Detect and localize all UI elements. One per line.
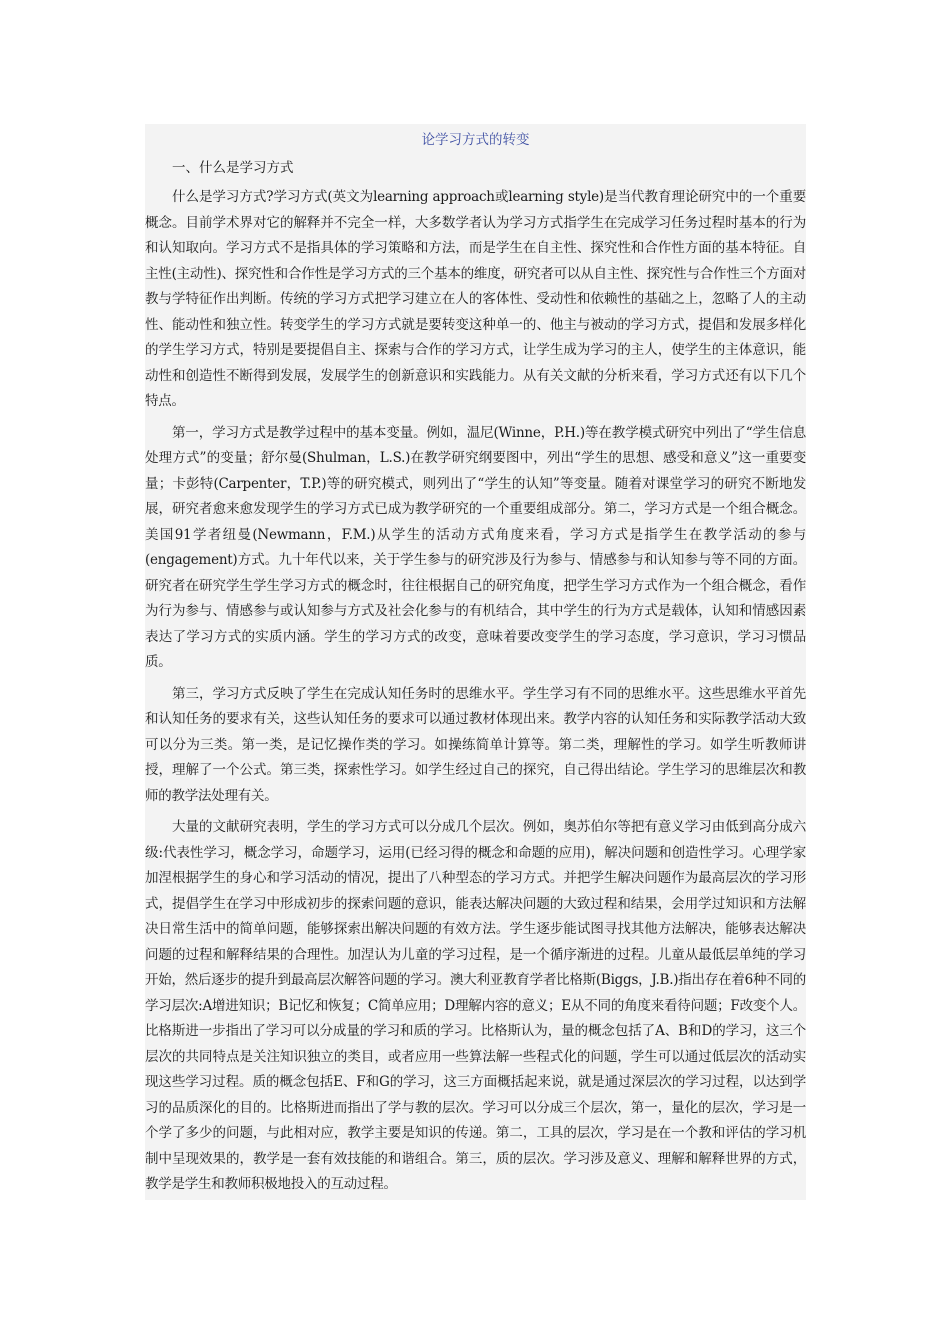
- paragraph-4: 大量的文献研究表明，学生的学习方式可以分成几个层次。例如，奥苏伯尔等把有意义学习由低到高分成六级:代表性学习，概念学习，命题学习，运用(已经习得的概念和命题的应用)，解决问题和创造性学习。心理学家加涅根据学生的身心和学习活动的情况，提出了八种型态的学习方式。并把学生解决问题作为最高层次的学习形式，提倡学生在学习中形成初步的探索问题的意识，能表达解决问题的大致过程和结果，会用学过知识和方法解决日常生活中的简单问题，能够探索出解决问题的有效方法。学生逐步能试图寻找其他方法解决，能够表达解决问题的过程和解释结果的合理性。加涅认为儿童的学习过程，是一个循序渐进的过程。儿童从最低层单纯的学习开始，然后逐步的提升到最高层次解答问题的学习。澳大利亚教育学者比格斯(Biggs，J.B.)指出存在着6种不同的学习层次:A增进知识；B记忆和恢复；C简单应用；D理解内容的意义；E从不同的角度来看待问题；F改变个人。比格斯进一步指出了学习可以分成量的学习和质的学习。比格斯认为，量的概念包括了A、B和D的学习，这三个层次的共同特点是关注知识独立的类目，或者应用一些算法解一些程式化的问题，学生可以通过低层次的活动实现这些学习过程。质的概念包括E、F和G的学习，这三方面概括起来说，就是通过深层次的学习过程，以达到学习的品质深化的目的。比格斯进而指出了学与教的层次。学习可以分成三个层次，第一，量化的层次，学习是一个学了多少的问题，与此相对应，教学主要是知识的传递。第二，工具的层次，学习是在一个教和评估的学习机制中呈现效果的，教学是一套有效技能的和谐组合。第三，质的层次。学习涉及意义、理解和解释世界的方式，教学是学生和教师积极地投入的互动过程。: [145, 819, 806, 1192]
- paragraph-2: 第一，学习方式是教学过程中的基本变量。例如，温尼(Winne，P.H.)等在教学模式研究中列出了“学生信息处理方式”的变量；舒尔曼(Shulman，L.S.)在教学研究纲要图中，列出“学生的思想、感受和意义”这一重要变量；卡彭特(Carpenter，T.P.)等的研究模式，则列出了“学生的认知”等变量。随着对课堂学习的研究不断地发展，研究者愈来愈发现学生的学习方式已成为教学研究的一个重要组成部分。第二，学习方式是一个组合概念。美国91学者纽曼(Newmann，F.M.)从学生的活动方式角度来看，学习方式是指学生在教学活动的参与(engagement)方式。九十年代以来，关于学生参与的研究涉及行为参与、情感参与和认知参与等不同的方面。研究者在研究学生学生学习方式的概念时，往往根据自己的研究角度，把学生学习方式作为一个组合概念，看作为行为参与、情感参与或认知参与方式及社会化参与的有机结合，其中学生的行为方式是载体，认知和情感因素表达了学习方式的实质内涵。学生的学习方式的改变，意味着要改变学生的学习态度，学习意识，学习习惯品质。: [145, 424, 806, 670]
- paragraph-1: 什么是学习方式?学习方式(英文为learning approach或learning style)是当代教育理论研究中的一个重要概念。目前学术界对它的解释并不完全一样，大多数学者认为学习方式指学生在完成学习任务过程时基本的行为和认知取向。学习方式不是指具体的学习策略和方法，而是学生在自主性、探究性和合作性方面的基本特征。自主性(主动性)、探究性和合作性是学习方式的三个基本的维度，研究者可以从自主性、探究性与合作性三个方面对教与学特征作出判断。传统的学习方式把学习建立在人的客体性、受动性和依赖性的基础之上，忽略了人的主动性、能动性和独立性。转变学生的学习方式就是要转变这种单一的、他主与被动的学习方式，提倡和发展多样化的学生学习方式，特别是要提倡自主、探索与合作的学习方式，让学生成为学习的主人，使学生的主体意识，能动性和创造性不断得到发展，发展学生的创新意识和实践能力。从有关文献的分析来看，学习方式还有以下几个特点。: [145, 189, 806, 409]
- article-title: 论学习方式的转变: [421, 132, 530, 148]
- article-body: [145, 124, 806, 1200]
- paragraph-3: 第三，学习方式反映了学生在完成认知任务时的思维水平。学生学习有不同的思维水平。这些思维水平首先和认知任务的要求有关，这些认知任务的要求可以通过教材体现出来。教学内容的认知任务和实际教学活动大致可以分为三类。第一类，是记忆操作类的学习。如操练简单计算等。第二类，理解性的学习。如学生听教师讲授，理解了一个公式。第三类，探索性学习。如学生经过自己的探究，自己得出结论。学生学习的思维层次和教师的教学法处理有关。: [145, 685, 806, 804]
- section-heading: 一、什么是学习方式: [172, 160, 294, 176]
